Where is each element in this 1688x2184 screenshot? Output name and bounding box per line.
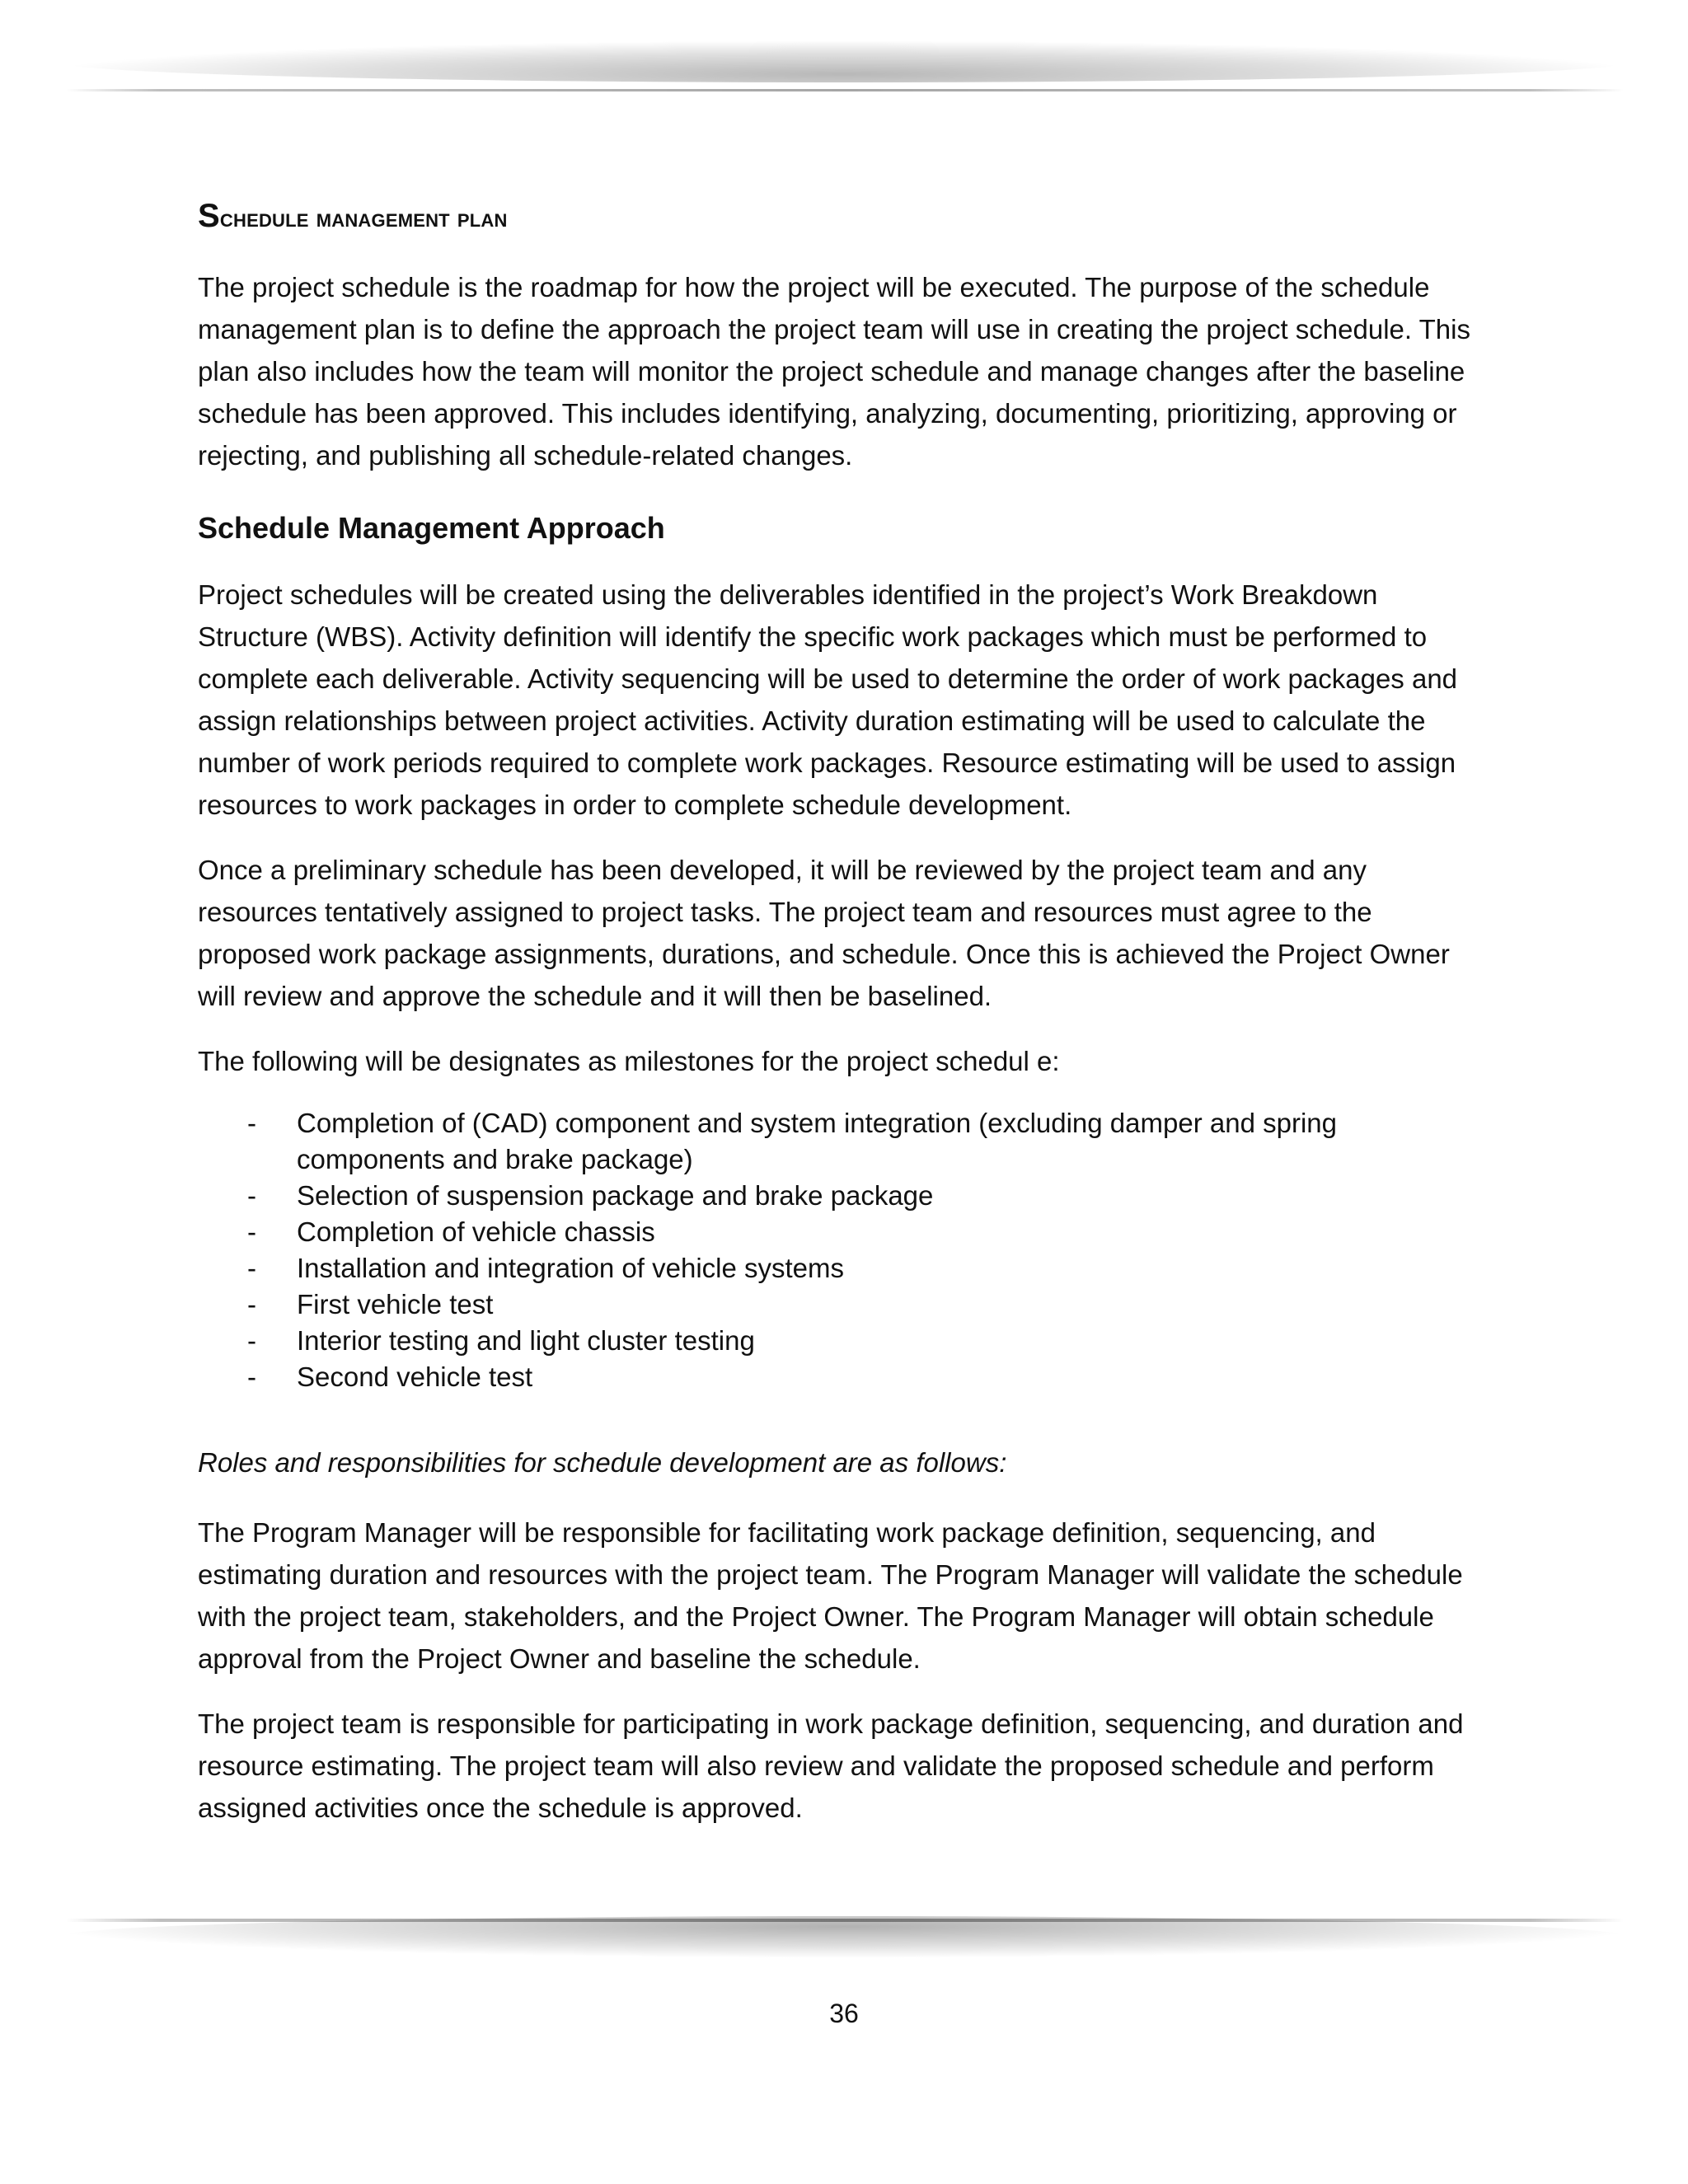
milestone-text: Interior testing and light cluster testing (297, 1325, 755, 1356)
roles-paragraph-1: The Program Manager will be responsible for facilitating work package definition, sequencing, and estimating duration and resources with the project team. The Program Manager will validate the schedule with the project team, stakeholders, and the Project Owner. The Program Manager will obtain schedule approval from the Project Owner and baseline the schedule. (198, 1517, 1463, 1674)
milestone-text: Second vehicle test (297, 1361, 533, 1392)
roles-paragraph-2: The project team is responsible for participating in work package definition, sequencing, and duration and resource estimating. The project team will also review and validate the proposed schedule and perform assigned activities once the schedule is approved. (198, 1708, 1464, 1823)
milestone-text: Installation and integration of vehicle systems (297, 1253, 845, 1283)
milestone-item (198, 1214, 1484, 1250)
page-bottom-rule (66, 1919, 1624, 1922)
section-title-initial: S (198, 198, 220, 234)
page-bottom-shadow (58, 1916, 1630, 1957)
milestone-text: Completion of (CAD) component and system integration (excluding damper and spring components and brake package) (297, 1108, 1337, 1174)
list-dash: - (247, 1180, 256, 1211)
list-dash: - (247, 1361, 256, 1392)
approach-paragraph-2: Once a preliminary schedule has been developed, it will be reviewed by the project team and any resources tentatively assigned to project tasks. The project team and resources must agree to the proposed work package assignments, durations, and schedule. Once this is achieved the Project Owner will review and approve the schedule and it will then be baselined. (198, 855, 1450, 1011)
milestone-item (198, 1105, 1484, 1178)
page-top-rule (66, 89, 1624, 91)
approach-paragraph-1: Project schedules will be created using the deliverables identified in the project’s Work Breakdown Structure (WBS). Activity definition will identify the specific work packages which must be performed to complete each deliverable. Activity sequencing will be used to determine the order of work packages and assign relationships between project activities. Activity duration estimating will be used to calculate the number of work periods required to complete work packages. Resource estimating will be used to assign resources to work packages in order to complete schedule development. (198, 579, 1458, 820)
milestone-item (198, 1359, 1484, 1395)
list-dash: - (247, 1289, 256, 1319)
milestone-item (198, 1323, 1484, 1359)
intro-paragraph: The project schedule is the roadmap for how the project will be executed. The purpose of the schedule management plan is to define the approach the project team will use in creating the project schedule. This plan also includes how the team will monitor the project schedule and manage changes after the baseline schedule has been approved. This includes identifying, analyzing, documenting, prioritizing, approving or rejecting, and publishing all schedule-related changes. (198, 272, 1470, 471)
milestone-item (198, 1286, 1484, 1323)
page-top-shadow (58, 41, 1630, 82)
list-dash: - (247, 1216, 256, 1247)
milestone-text: First vehicle test (297, 1289, 494, 1319)
roles-heading: Roles and responsibilities for schedule development are as follows: (198, 1447, 1007, 1478)
milestone-item (198, 1178, 1484, 1214)
document-body (198, 198, 1484, 1852)
page-number: 36 (829, 1999, 859, 2028)
milestone-text: Selection of suspension package and brake package (297, 1180, 934, 1211)
section-title-rest: chedule management plan (219, 203, 508, 232)
section-title (198, 198, 1484, 235)
list-dash: - (247, 1325, 256, 1356)
milestones-intro: The following will be designates as milestones for the project schedul e: (198, 1046, 1060, 1076)
milestone-list (198, 1105, 1484, 1395)
milestone-text: Completion of vehicle chassis (297, 1216, 655, 1247)
approach-heading: Schedule Management Approach (198, 511, 665, 545)
list-dash: - (247, 1108, 256, 1138)
list-dash: - (247, 1253, 256, 1283)
milestone-item (198, 1250, 1484, 1286)
